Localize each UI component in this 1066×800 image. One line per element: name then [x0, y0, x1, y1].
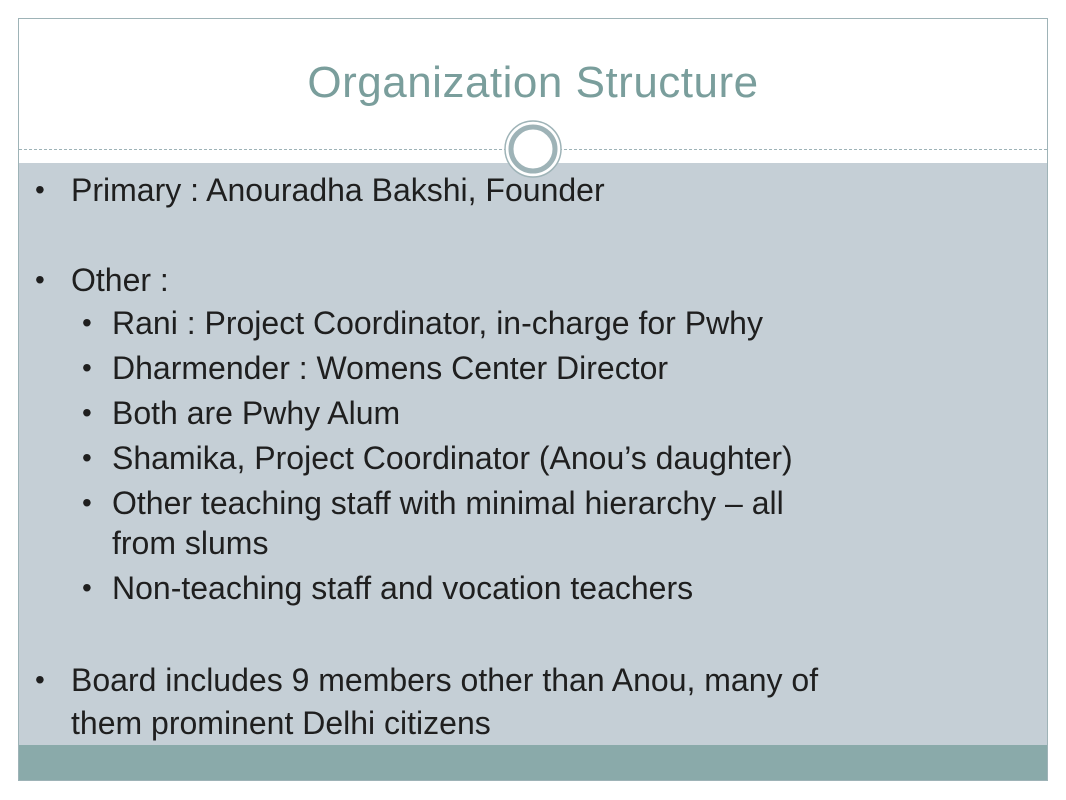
slide-title: Organization Structure — [307, 58, 759, 107]
bullet-primary — [0, 170, 1066, 210]
bottom-band — [19, 745, 1047, 780]
sub-bullet-text: Shamika, Project Coordinator (Anou’s daughter) — [112, 440, 793, 476]
sub-bullet-text: Dharmender : Womens Center Director — [112, 350, 669, 386]
sub-bullet-teaching-staff-wrap — [0, 523, 1066, 563]
bullet-board-text: Board includes 9 members other than Anou, many of — [71, 662, 819, 698]
sub-bullet-text: from slums — [112, 525, 269, 561]
sub-bullet-teaching-staff — [0, 483, 1066, 523]
bullet-board-text-wrap: them prominent Delhi citizens — [71, 705, 491, 741]
sub-bullet-text: Both are Pwhy Alum — [112, 395, 401, 431]
bullet-dot: • — [82, 487, 92, 518]
bullet-dot: • — [82, 352, 92, 383]
bullet-dot: • — [35, 664, 45, 695]
bullet-dot: • — [82, 307, 92, 338]
bullet-dot: • — [82, 397, 92, 428]
bullet-board — [0, 660, 1066, 700]
sub-bullet-text: Other teaching staff with minimal hierarchy – all — [112, 485, 784, 521]
sub-bullet-dharmender — [0, 348, 1066, 388]
bullet-primary-text: Primary : Anouradha Bakshi, Founder — [71, 172, 605, 208]
bullet-dot: • — [82, 442, 92, 473]
bullet-dot: • — [35, 174, 45, 205]
sub-bullet-shamika — [0, 438, 1066, 478]
sub-bullet-alum — [0, 393, 1066, 433]
sub-bullet-non-teaching — [0, 568, 1066, 608]
bullet-other-text: Other : — [71, 262, 169, 298]
bullet-other — [0, 260, 1066, 300]
sub-bullet-text: Rani : Project Coordinator, in-charge for Pwhy — [112, 305, 763, 341]
bullet-board-wrap — [0, 703, 1066, 743]
bullet-dot: • — [35, 264, 45, 295]
sub-bullet-rani — [0, 303, 1066, 343]
bullet-dot: • — [82, 572, 92, 603]
sub-bullet-text: Non-teaching staff and vocation teachers — [112, 570, 694, 606]
